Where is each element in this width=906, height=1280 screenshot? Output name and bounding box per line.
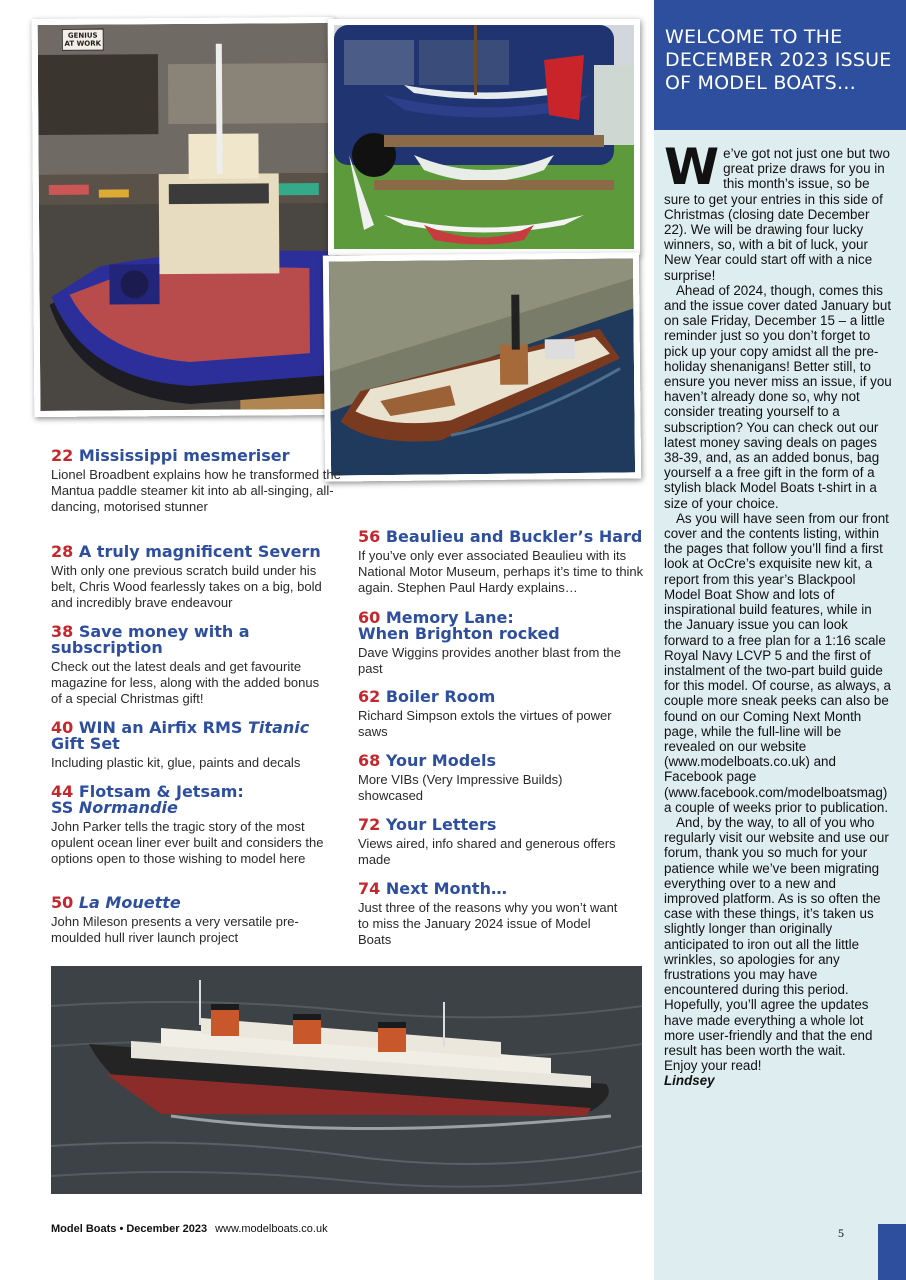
contents-entry-60[interactable]: [358, 610, 636, 677]
entry-title: 40 WIN an Airfix RMS Titanic Gift Set: [51, 718, 310, 753]
entry-description: John Mileson presents a very versatile pre-moulded hull river launch project: [51, 914, 299, 945]
contents-entry-40[interactable]: [51, 720, 341, 771]
contents-entry-44[interactable]: [51, 784, 333, 867]
entry-description: More VIBs (Very Impressive Builds) showcased: [358, 772, 563, 803]
entry-title: 38 Save money with a subscription: [51, 622, 250, 657]
page-footer: [51, 1223, 328, 1235]
contents-entry-68[interactable]: [358, 753, 618, 804]
entry-description: Richard Simpson extols the virtues of power saws: [358, 708, 612, 739]
entry-description: Views aired, info shared and generous offers made: [358, 836, 616, 867]
workshop-sign: GENIUS AT WORK: [62, 29, 104, 51]
entry-title: 68 Your Models: [358, 751, 497, 770]
entry-title: 28 A truly magnificent Severn: [51, 542, 321, 561]
entry-description: Dave Wiggins provides another blast from the past: [358, 645, 622, 676]
entry-title: 50 La Mouette: [51, 893, 181, 912]
contents-entry-28[interactable]: [51, 544, 343, 611]
entry-title: 22 Mississippi mesmeriser: [51, 446, 290, 465]
welcome-paragraph-3: As you will have seen from our front cover and the contents listing, within the pages that follow you’ll find a first look at OcCre’s exquisite new kit, a report from this year’s Blackpool Model Boat Show and lots of inspirational build features, while in the January issue you can look forward to a free plan for a 1:16 scale Royal Navy LCVP 5 and the first of instalment of the two-part build guide for this model. Of course, as always, a couple more sneak peeks can also be found on our Coming Next Month page, while the full-line will be revealed on our website (www.modelboats.co.uk) and Facebook page (www.facebook.com/modelboatsmag) a couple of weeks prior to publication.: [664, 510, 891, 815]
contents-entry-72[interactable]: [358, 817, 618, 868]
entry-description: Check out the latest deals and get favourite magazine for less, along with the added bonus of a special Christmas gift!: [51, 659, 320, 706]
welcome-closing: Enjoy your read!: [664, 1058, 762, 1074]
van-boats-illustration: [334, 25, 634, 249]
welcome-paragraph-1: We’ve got not just one but two great prize draws for you in this month’s issue, so be sure to get your entries in this side of Christmas (closing date December 22). We will be drawing four lucky winners, so, with a bit of luck, your New Year could start off with a nice surprise!: [664, 138, 890, 283]
contents-entry-56[interactable]: [358, 529, 644, 596]
entry-description: If you’ve only ever associated Beaulieu with its National Motor Museum, perhaps it’s time to think again. Stephen Paul Hardy explains…: [358, 548, 644, 595]
welcome-heading: WELCOME TO THE DECEMBER 2023 ISSUE OF MODEL BOATS…: [665, 26, 892, 94]
entry-description: Just three of the reasons why you won’t want to miss the January 2024 issue of Model Boats: [358, 900, 618, 947]
page-number: 5: [838, 1226, 844, 1240]
entry-title: 60 Memory Lane: When Brighton rocked: [358, 608, 560, 643]
contents-entry-62[interactable]: [358, 689, 618, 740]
photo-tug-workshop: [32, 17, 337, 417]
entry-description: John Parker tells the tragic story of the most opulent ocean liner ever built and considers the options open to those wishing to model here: [51, 819, 324, 866]
entry-description: Including plastic kit, glue, paints and decals: [51, 755, 301, 770]
steam-launch-illustration: [329, 258, 635, 475]
contents-entry-22[interactable]: [51, 448, 341, 515]
photo-van-boats: [328, 19, 640, 255]
photo-steam-launch: [323, 252, 641, 481]
corner-tab: [878, 1224, 906, 1280]
drop-cap: W: [664, 138, 720, 196]
entry-title: 44 Flotsam & Jetsam: SS Normandie: [51, 782, 244, 817]
contents-entry-38[interactable]: [51, 624, 333, 707]
welcome-paragraph-2: Ahead of 2024, though, comes this and the issue cover dated January but on sale Friday, December 15 – a little reminder just so you don’t forget to pick up your copy amidst all the pre-holiday shenanigans! Better still, to ensure you never miss an issue, if you haven’t already done so, why not consider treating yourself to a subscription? You can check out our latest money saving deals on pages 38-39, and, as an added bonus, bag yourself a a free gift in the form of a stylish black Model Boats t-shirt in a size of your choice.: [664, 282, 892, 511]
editor-signature: Lindsey: [664, 1073, 715, 1089]
welcome-paragraph-4: And, by the way, to all of you who regularly visit our website and use our forum, thank you so much for your patience while we’ve been migrating everything over to a new and improved platform. As is so often the case with these things, it’s taken us slightly longer than originally anticipated to iron out all the little wrinkles, so apologies for any frustrations you may have encountered during this period. Hopefully, you’ll agree the updates have made everything a whole lot more user-friendly and that the end result has been worth the wait.: [664, 814, 889, 1058]
entry-description: Lionel Broadbent explains how he transformed the Mantua paddle steamer kit into ab all-singing, all-dancing, motorised stunner: [51, 467, 341, 514]
welcome-banner: [654, 0, 906, 130]
tug-workshop-illustration: [38, 23, 331, 411]
photo-normandie: [51, 966, 642, 1194]
contents-entry-50[interactable]: [51, 895, 333, 946]
footer-website-link[interactable]: www.modelboats.co.uk: [215, 1223, 328, 1235]
entry-description: With only one previous scratch build under his belt, Chris Wood fearlessly takes on a big, bold and incredibly brave endeavour: [51, 563, 322, 610]
entry-title: 72 Your Letters: [358, 815, 497, 834]
normandie-illustration: [51, 966, 642, 1194]
entry-title: 74 Next Month…: [358, 879, 507, 898]
contents-entry-74[interactable]: [358, 881, 624, 948]
editor-welcome-sidebar: [654, 0, 906, 1280]
entry-title: 62 Boiler Room: [358, 687, 496, 706]
welcome-body: [664, 138, 892, 1089]
entry-title: 56 Beaulieu and Buckler’s Hard: [358, 527, 643, 546]
footer-publication: Model Boats • December 2023: [51, 1223, 208, 1235]
